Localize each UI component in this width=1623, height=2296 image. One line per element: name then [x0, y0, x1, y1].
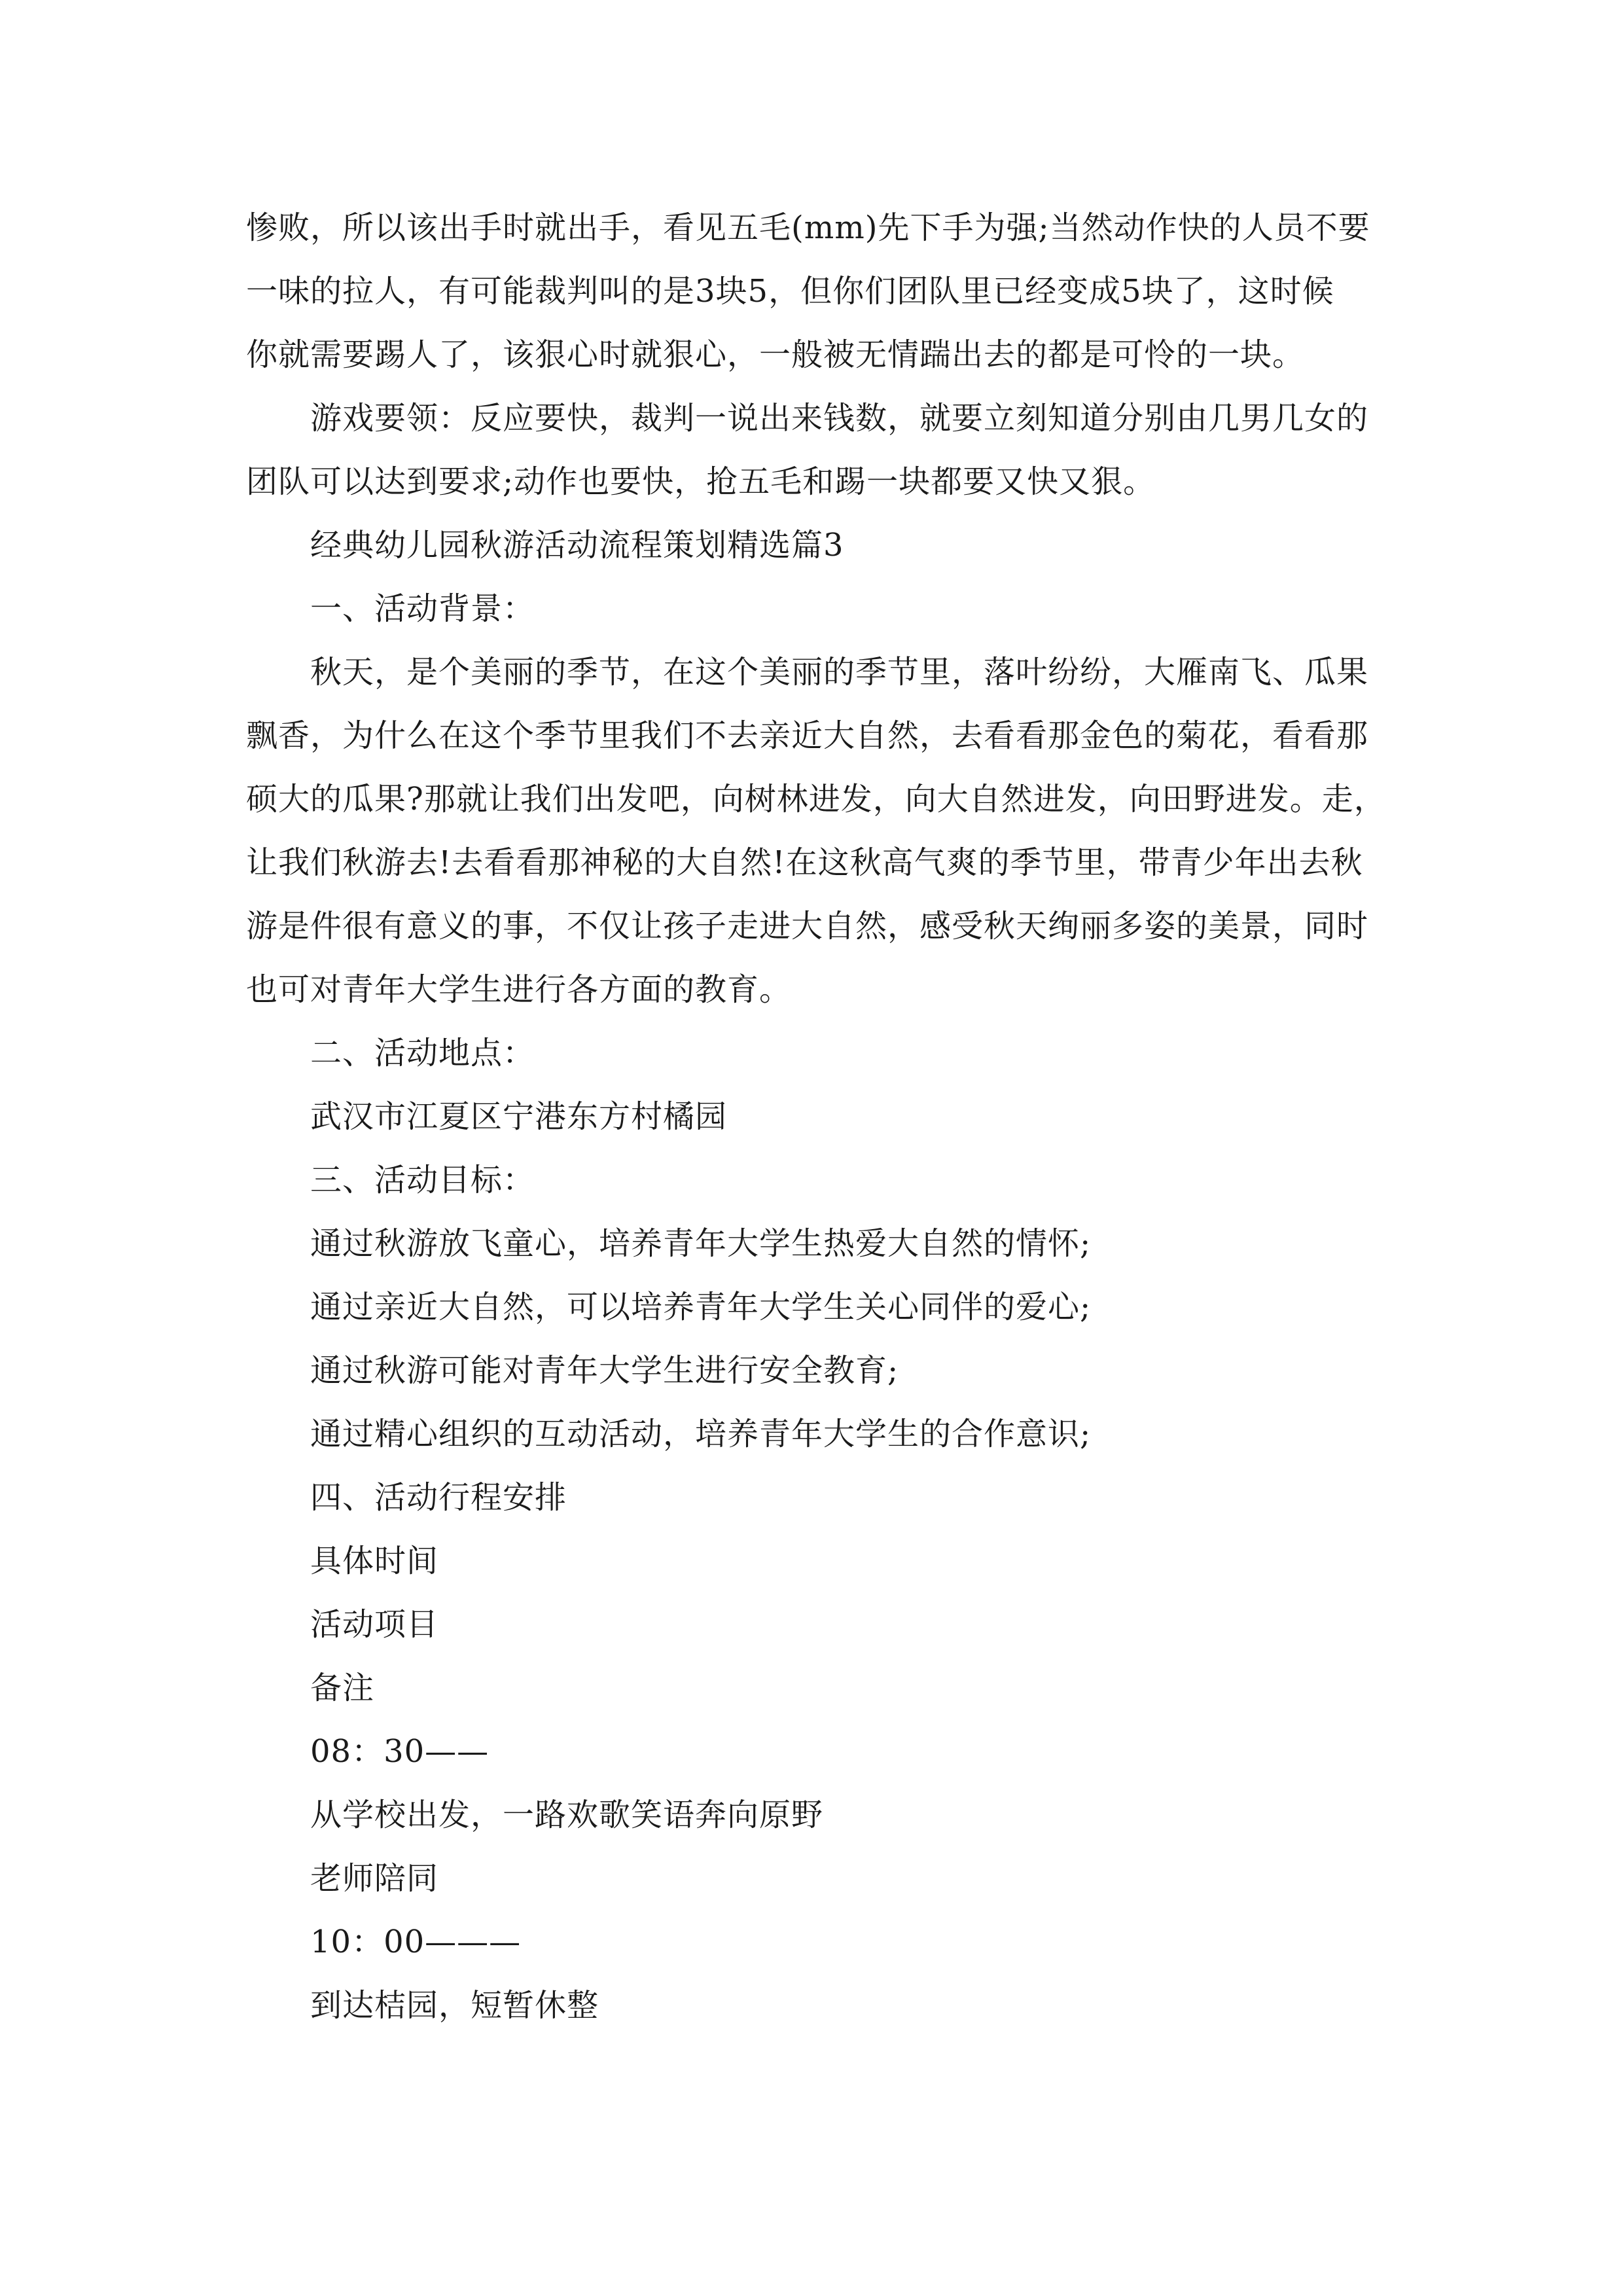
- heading-background: 一、活动背景：: [310, 590, 535, 627]
- text-line: 游戏要领：反应要快，裁判一说出来钱数，就要立刻知道分别由几男几女的: [310, 400, 1369, 437]
- schedule-item: 到达桔园，短暂休整: [310, 1987, 599, 2024]
- goal-item: 通过秋游放飞童心，培养青年大学生热爱大自然的情怀;: [310, 1225, 1092, 1262]
- schedule-header-time: 具体时间: [310, 1543, 439, 1579]
- text-line: 硕大的瓜果?那就让我们出发吧，向树林进发，向大自然进发，向田野进发。走，: [246, 781, 1386, 817]
- heading-location: 二、活动地点：: [310, 1035, 535, 1071]
- schedule-time: 08：30——: [310, 1733, 490, 1770]
- text-line: 秋天，是个美丽的季节，在这个美丽的季节里，落叶纷纷，大雁南飞、瓜果: [310, 654, 1369, 691]
- schedule-header-item: 活动项目: [310, 1606, 439, 1643]
- text-line: 让我们秋游去!去看看那神秘的大自然!在这秋高气爽的季节里，带青少年出去秋: [246, 844, 1363, 881]
- paragraph-background: [246, 641, 1385, 1022]
- schedule-time: 10：00———: [310, 1924, 522, 1960]
- document-page: [246, 196, 1385, 2037]
- schedule-header-note: 备注: [310, 1670, 375, 1706]
- text-line: 团队可以达到要求;动作也要快，抢五毛和踢一块都要又快又狠。: [246, 463, 1156, 500]
- text-line: 游是件很有意义的事，不仅让孩子走进大自然，感受秋天绚丽多姿的美景，同时: [246, 908, 1369, 944]
- text-line: 惨败，所以该出手时就出手，看见五毛(mm)先下手为强;当然动作快的人员不要: [246, 209, 1370, 246]
- section-title: 经典幼儿园秋游活动流程策划精选篇3: [310, 527, 844, 564]
- goal-item: 通过亲近大自然，可以培养青年大学生关心同伴的爱心;: [310, 1289, 1092, 1325]
- text-line: 一味的拉人，有可能裁判叫的是3块5，但你们团队里已经变成5块了，这时候: [246, 273, 1334, 310]
- goal-item: 通过精心组织的互动活动，培养青年大学生的合作意识;: [310, 1416, 1092, 1452]
- text-line: 也可对青年大学生进行各方面的教育。: [246, 971, 792, 1008]
- paragraph-game-tips: [246, 387, 1385, 514]
- paragraph-game-tactics: [246, 196, 1385, 387]
- heading-goals: 三、活动目标：: [310, 1162, 535, 1198]
- schedule-item: 从学校出发，一路欢歌笑语奔向原野: [310, 1797, 824, 1833]
- text-line: 飘香，为什么在这个季节里我们不去亲近大自然，去看看那金色的菊花，看看那: [246, 717, 1369, 754]
- schedule-note: 老师陪同: [310, 1860, 439, 1897]
- text-line: 你就需要踢人了，该狠心时就狠心，一般被无情踹出去的都是可怜的一块。: [246, 336, 1305, 373]
- location-text: 武汉市江夏区宁港东方村橘园: [310, 1098, 728, 1135]
- heading-schedule: 四、活动行程安排: [310, 1479, 567, 1516]
- goal-item: 通过秋游可能对青年大学生进行安全教育;: [310, 1352, 899, 1389]
